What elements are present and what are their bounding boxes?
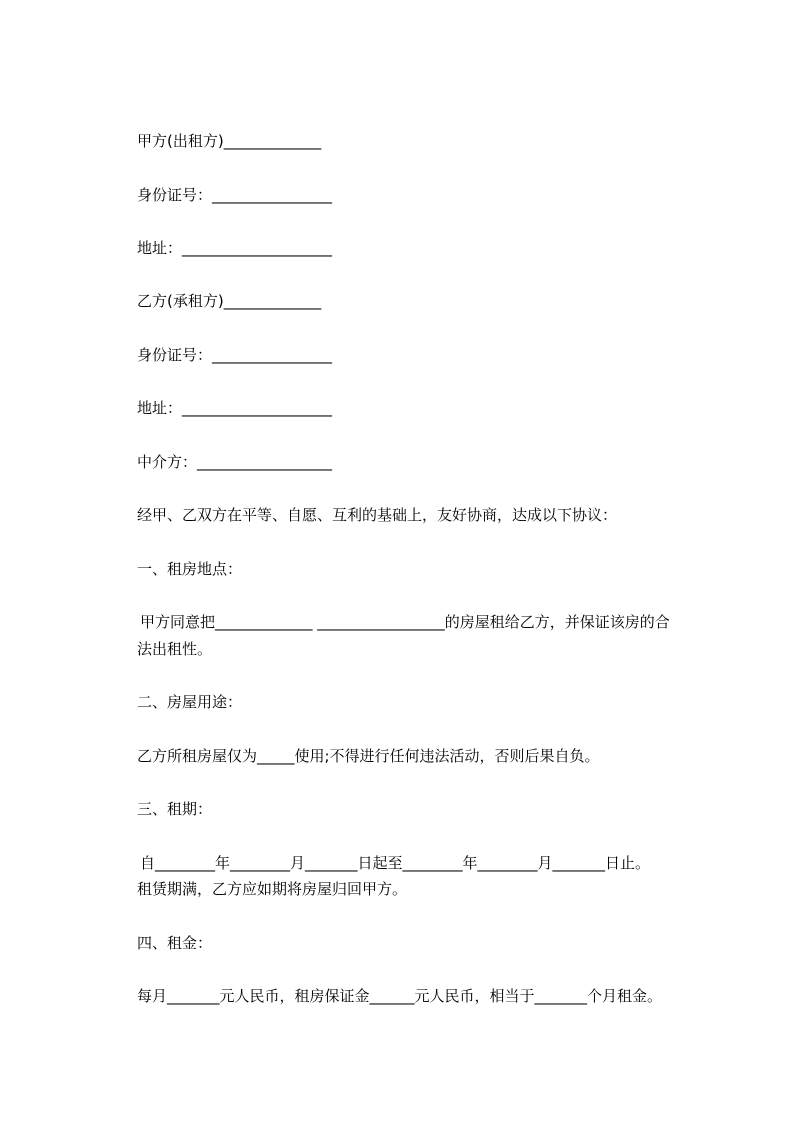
section-2-heading: 二、房屋用途： [137,693,243,711]
section-3-line-2: 租赁期满，乙方应如期将房屋归回甲方。 [137,880,408,898]
party-b-address-line: 地址：____________________ [137,399,333,417]
section-1-line-1: 甲方同意把_____________ _________________的房屋租给乙方，并保证该房的合 [140,613,670,631]
section-2-body: 乙方所租房屋仅为_____使用;不得进行任何违法活动，否则后果自负。 [137,747,600,765]
intermediary-line: 中介方：__________________ [137,453,333,471]
section-3-heading: 三、租期： [137,800,213,818]
party-a-line: 甲方(出租方)_____________ [137,132,322,150]
section-4-body: 每月_______元人民币，租房保证金______元人民币，相当于_______个月租金。 [137,987,663,1005]
party-a-id-line: 身份证号：________________ [137,186,333,204]
preamble: 经甲、乙双方在平等、自愿、互利的基础上，友好协商，达成以下协议： [137,506,618,524]
party-a-address-line: 地址：____________________ [137,239,333,257]
party-b-id-line: 身份证号：________________ [137,346,333,364]
section-4-heading: 四、租金： [137,934,213,952]
party-b-line: 乙方(承租方)_____________ [137,292,322,310]
section-1-heading: 一、租房地点： [137,560,243,578]
section-1-line-2: 法出租性。 [137,640,213,658]
section-3-line-1: 自________年________月_______日起至________年________月_______日止。 [140,854,651,872]
